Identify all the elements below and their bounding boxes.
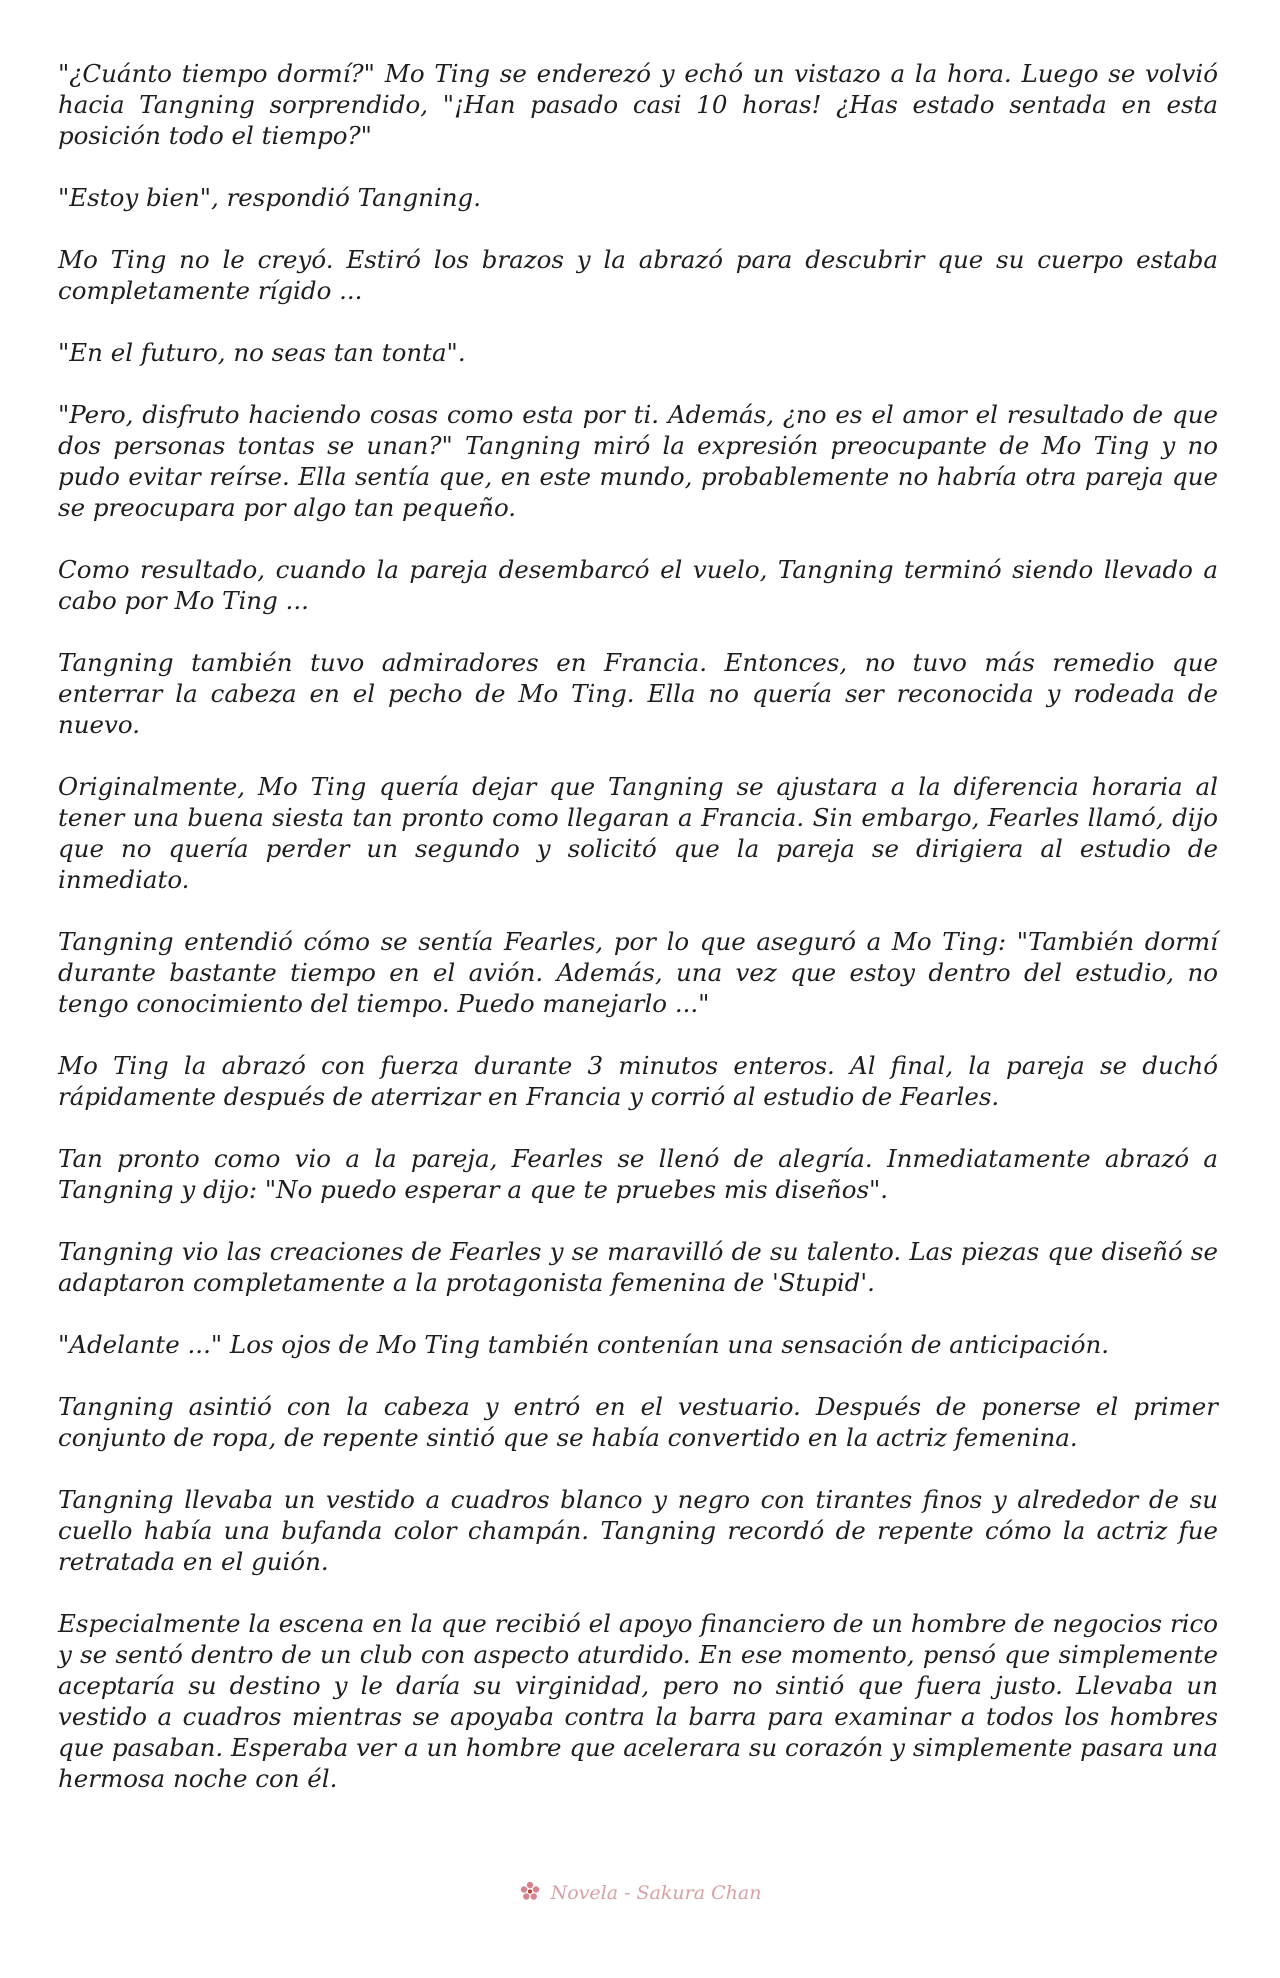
paragraph: "En el futuro, no seas tan tonta". — [58, 338, 466, 367]
sakura-flower-icon — [519, 1880, 541, 1902]
paragraph: Tangning entendió cómo se sentía Fearles, por lo que aseguró a Mo Ting: "También dormí durante bastante tiempo en el avión. Además, una vez que estoy dentro del estudio, no tengo conocimiento del tiempo. Puedo manejarlo ..." — [58, 927, 1218, 1018]
paragraph: "Estoy bien", respondió Tangning. — [58, 183, 482, 212]
paragraph: "Pero, disfruto haciendo cosas como esta por ti. Además, ¿no es el amor el resultado de que dos personas tontas se unan?" Tangning miró la expresión preocupante de Mo Ting y no pudo evitar reírse. Ella sentía que, en este mundo, probablemente no habría otra pareja que se preocupara por algo tan pequeño. — [58, 400, 1218, 522]
watermark-text: Novela - Sakura Chan — [550, 1882, 762, 1904]
paragraph: Especialmente la escena en la que recibió el apoyo financiero de un hombre de negocios rico y se sentó dentro de un club con aspecto aturdido. En ese momento, pensó que simplemente aceptaría su destino y le daría su virginidad, pero no sintió que fuera justo. Llevaba un vestido a cuadros mientras se apoyaba contra la barra para examinar a todos los hombres que pasaban. Esperaba ver a un hombre que acelerara su corazón y simplemente pasara una hermosa noche con él. — [58, 1609, 1218, 1793]
paragraph: "¿Cuánto tiempo dormí?" Mo Ting se enderezó y echó un vistazo a la hora. Luego se volvió hacia Tangning sorprendido, "¡Han pasado casi 10 horas! ¿Has estado sentada en esta posición todo el tiempo?" — [58, 59, 1218, 150]
paragraph: Originalmente, Mo Ting quería dejar que Tangning se ajustara a la diferencia horaria al tener una buena siesta tan pronto como llegaran a Francia. Sin embargo, Fearles llamó, dijo que no quería perder un segundo y solicitó que la pareja se dirigiera al estudio de inmediato. — [58, 772, 1218, 894]
paragraph: Tangning vio las creaciones de Fearles y se maravilló de su talento. Las piezas que diseñó se adaptaron completamente a la protagonista femenina de 'Stupid'. — [58, 1237, 1218, 1297]
paragraph: Tangning llevaba un vestido a cuadros blanco y negro con tirantes finos y alrededor de su cuello había una bufanda color champán. Tangning recordó de repente cómo la actriz fue retratada en el guión. — [58, 1485, 1218, 1576]
paragraph: "Adelante ..." Los ojos de Mo Ting también contenían una sensación de anticipación. — [58, 1330, 1110, 1359]
paragraph: Tan pronto como vio a la pareja, Fearles se llenó de alegría. Inmediatamente abrazó a Tangning y dijo: "No puedo esperar a que te pruebes mis diseños". — [58, 1144, 1218, 1204]
paragraph: Tangning también tuvo admiradores en Francia. Entonces, no tuvo más remedio que enterrar la cabeza en el pecho de Mo Ting. Ella no quería ser reconocida y rodeada de nuevo. — [58, 648, 1218, 739]
document-body — [58, 58, 1218, 1825]
watermark-footer — [0, 1880, 1280, 1904]
paragraph: Mo Ting la abrazó con fuerza durante 3 minutos enteros. Al final, la pareja se duchó rápidamente después de aterrizar en Francia y corrió al estudio de Fearles. — [58, 1051, 1218, 1111]
paragraph: Mo Ting no le creyó. Estiró los brazos y la abrazó para descubrir que su cuerpo estaba completamente rígido ... — [58, 245, 1218, 305]
paragraph: Como resultado, cuando la pareja desembarcó el vuelo, Tangning terminó siendo llevado a cabo por Mo Ting ... — [58, 555, 1218, 615]
paragraph: Tangning asintió con la cabeza y entró en el vestuario. Después de ponerse el primer conjunto de ropa, de repente sintió que se había convertido en la actriz femenina. — [58, 1392, 1218, 1452]
